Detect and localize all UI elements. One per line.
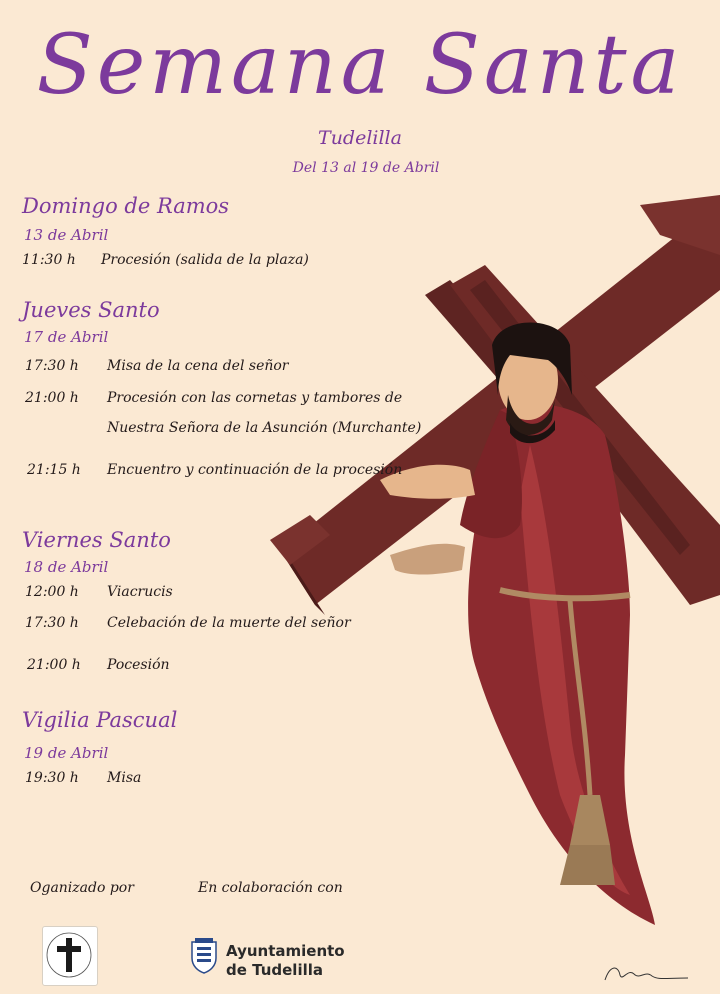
section-title-jueves-santo: Jueves Santo — [22, 298, 160, 322]
ayuntamiento-logo-line2: de Tudelilla — [226, 961, 323, 979]
event-time: 21:00 h — [25, 390, 79, 406]
event-time: 17:30 h — [25, 358, 79, 374]
ayuntamiento-logo-line1: Ayuntamiento — [226, 942, 345, 960]
event-text: Procesión (salida de la plaza) — [101, 252, 309, 268]
section-title-viernes-santo: Viernes Santo — [22, 528, 171, 552]
event-time: 21:15 h — [27, 462, 81, 478]
section-date-viernes-santo: 18 de Abril — [24, 558, 109, 576]
event-text: Misa de la cena del señor — [107, 358, 289, 374]
christ-carrying-cross-illustration — [270, 195, 720, 955]
date-range: Del 13 al 19 de Abril — [292, 160, 440, 176]
event-time: 21:00 h — [27, 657, 81, 673]
town-name: Tudelilla — [318, 127, 402, 149]
event-time: 19:30 h — [25, 770, 79, 786]
cofradia-cross-icon — [42, 926, 96, 984]
organized-by-label: Oganizado por — [30, 880, 134, 896]
poster-title: Semana Santa — [36, 18, 684, 113]
event-text: Procesión con las cornetas y tambores de — [107, 390, 403, 406]
collaboration-label: En colaboración con — [198, 880, 343, 896]
event-text: Misa — [107, 770, 142, 786]
section-date-vigilia-pascual: 19 de Abril — [24, 744, 109, 762]
event-time: 12:00 h — [25, 584, 79, 600]
section-date-jueves-santo: 17 de Abril — [24, 328, 109, 346]
section-title-domingo-de-ramos: Domingo de Ramos — [22, 194, 230, 218]
event-text: Pocesión — [107, 657, 170, 673]
artist-signature-icon — [600, 960, 690, 986]
event-time: 11:30 h — [22, 252, 76, 268]
event-text: Viacrucis — [107, 584, 173, 600]
section-date-domingo-de-ramos: 13 de Abril — [24, 226, 109, 244]
event-time: 17:30 h — [25, 615, 79, 631]
section-title-vigilia-pascual: Vigilia Pascual — [22, 708, 178, 732]
event-text: Celebación de la muerte del señor — [107, 615, 351, 631]
event-text-continued: Nuestra Señora de la Asunción (Murchante) — [107, 420, 422, 436]
event-text: Encuentro y continuación de la procesión — [107, 462, 403, 478]
ayuntamiento-shield-icon — [190, 938, 218, 974]
